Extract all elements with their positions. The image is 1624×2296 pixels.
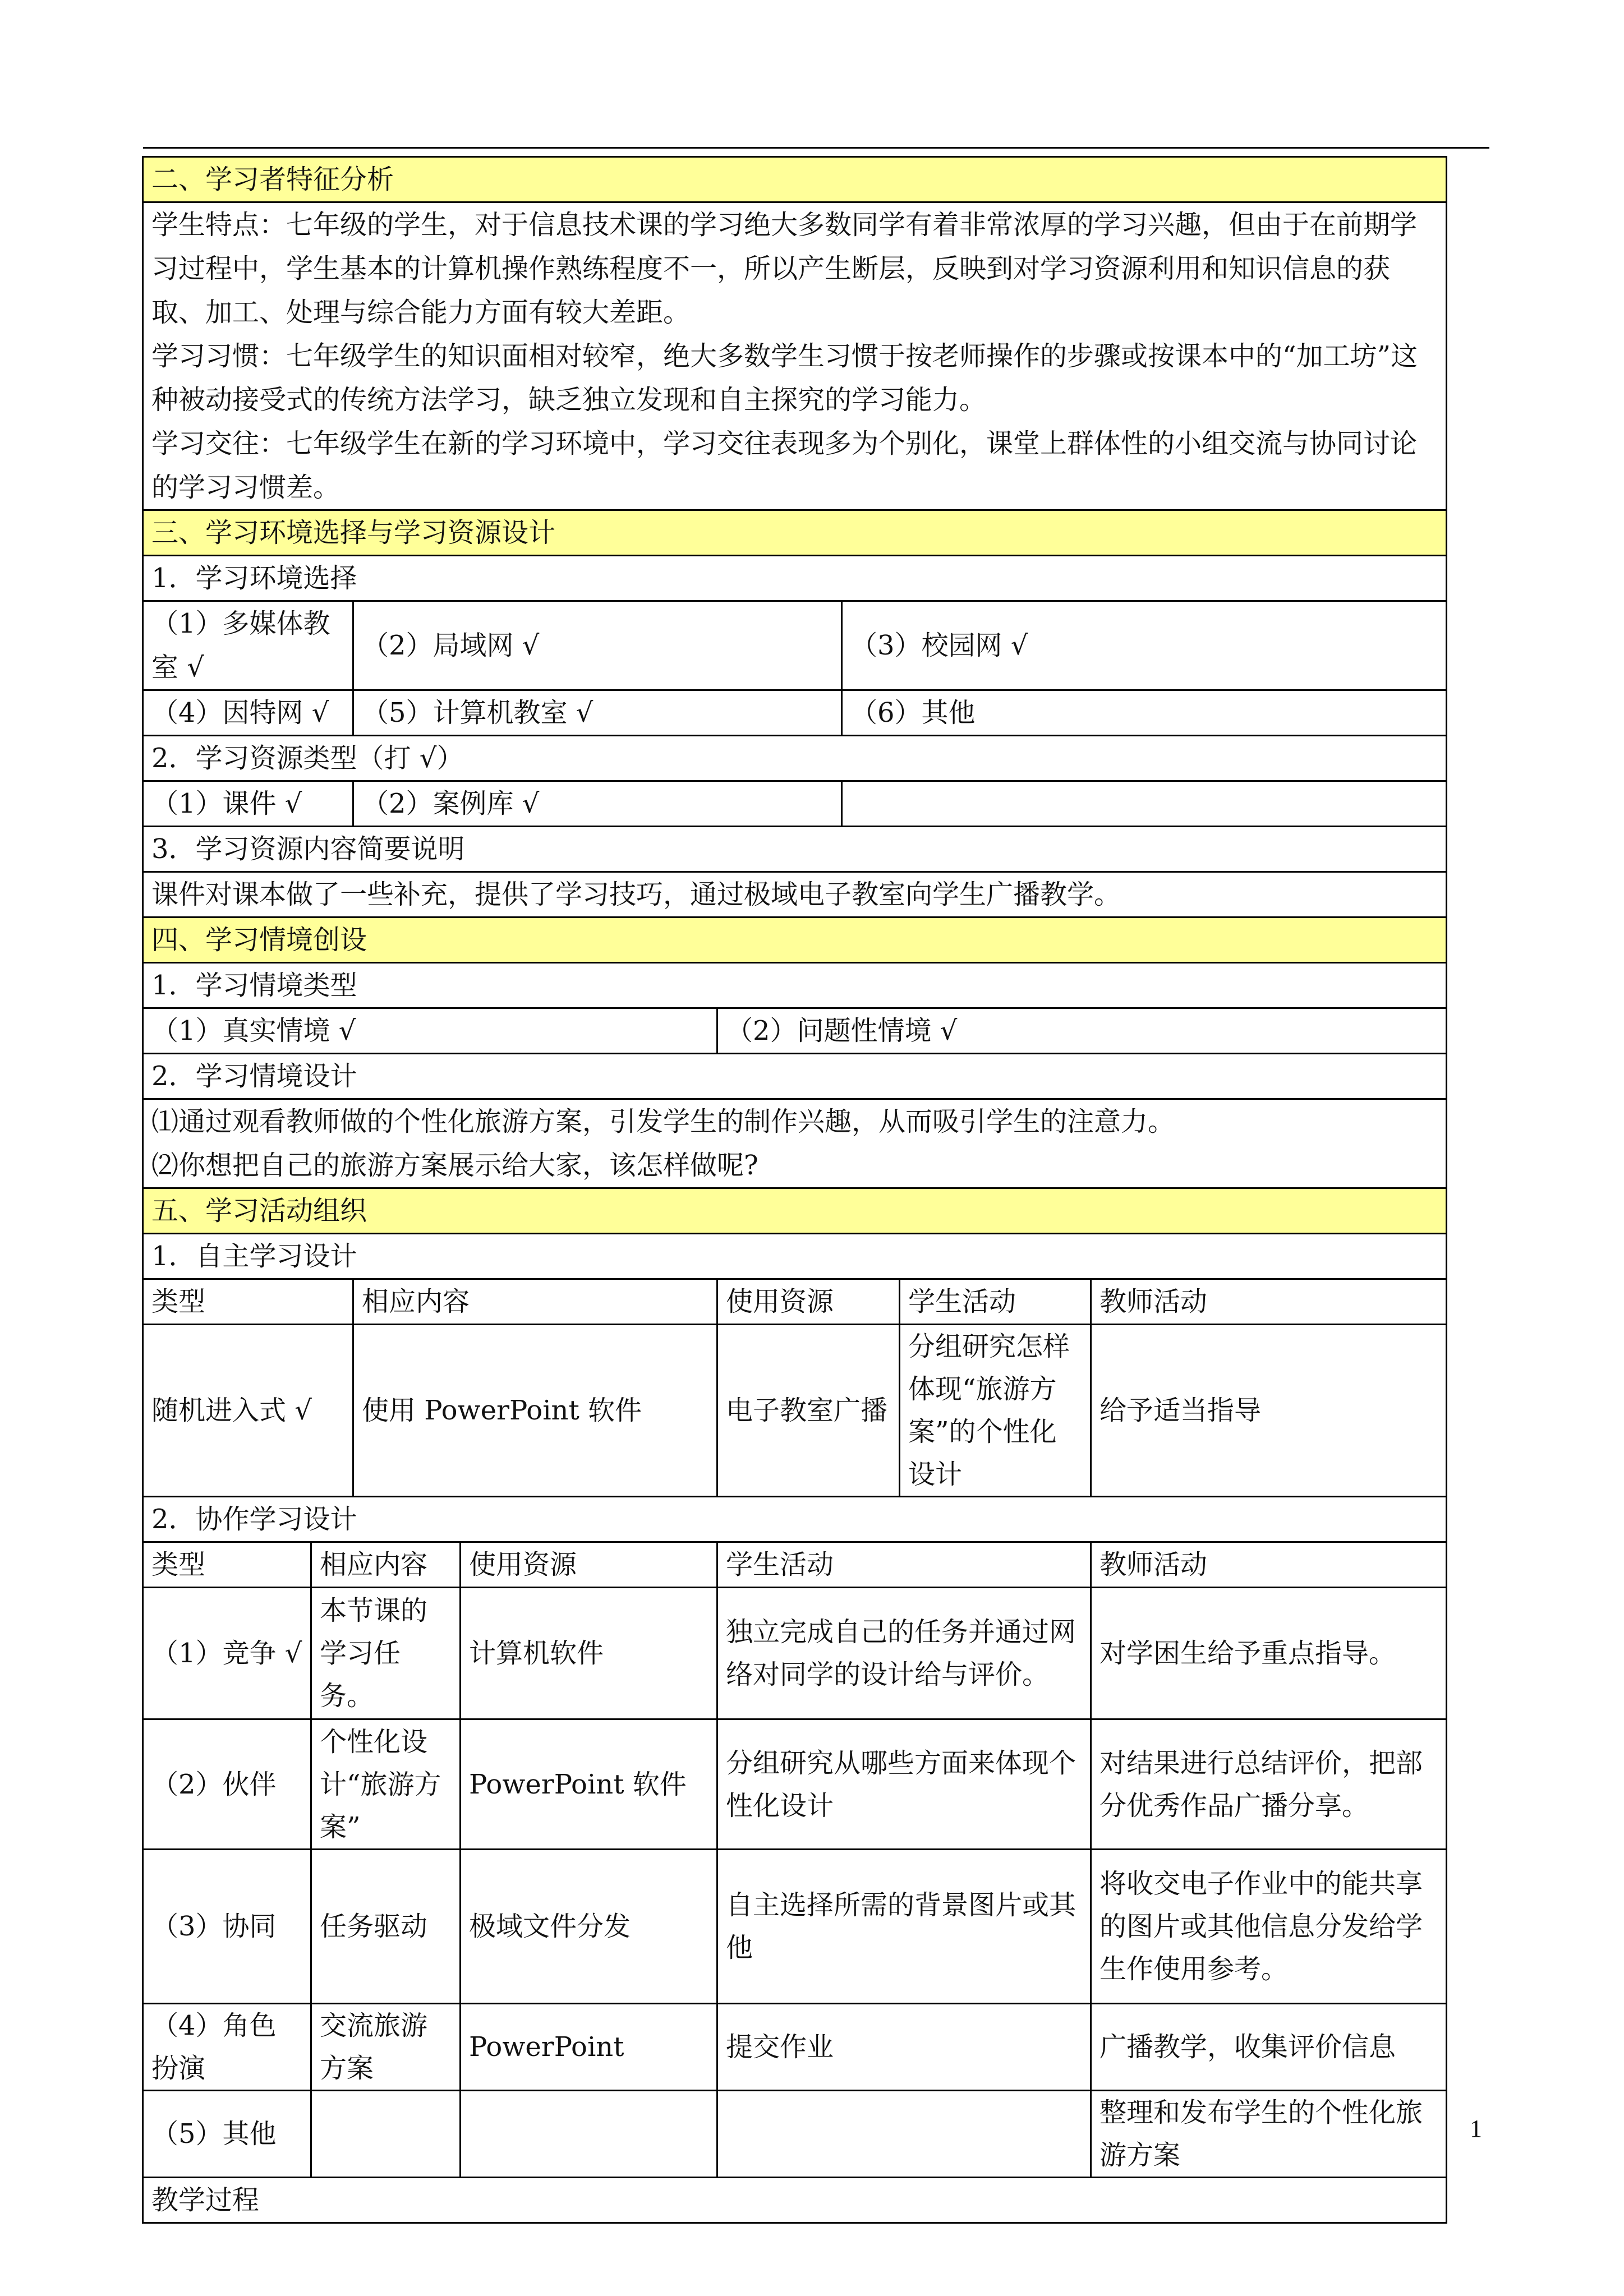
- coop-row-5-resource: [461, 2091, 717, 2178]
- coop-header-teacher: 教师活动: [1091, 1542, 1447, 1588]
- coop-row-4-teacher: 广播教学，收集评价信息: [1091, 2004, 1447, 2091]
- resource-desc-title: 3．学习资源内容简要说明: [143, 827, 1447, 872]
- coop-row-3-type: （3）协同: [143, 1850, 311, 2004]
- coop-row-5-type: （5）其他: [143, 2091, 311, 2178]
- self-header-teacher: 教师活动: [1091, 1279, 1447, 1325]
- coop-header-resource: 使用资源: [461, 1542, 717, 1588]
- coop-row-3-teacher: 将收交电子作业中的能共享的图片或其他信息分发给学生作使用参考。: [1091, 1850, 1447, 2004]
- coop-row-3-content: 任务驱动: [311, 1850, 461, 2004]
- environment-choice-title: 1．学习环境选择: [143, 556, 1447, 601]
- coop-header-type: 类型: [143, 1542, 311, 1588]
- situation-type-1: （1）真实情境 √: [143, 1008, 717, 1054]
- situation-design-line-2: ⑵你想把自己的旅游方案展示给大家，该怎样做呢?: [151, 1150, 758, 1181]
- resource-desc-text: 课件对课本做了一些补充，提供了学习技巧，通过极域电子教室向学生广播教学。: [143, 872, 1447, 918]
- section-environment-title: 三、学习环境选择与学习资源设计: [143, 510, 1447, 556]
- situation-design-line-1: ⑴通过观看教师做的个性化旅游方案，引发学生的制作兴趣，从而吸引学生的注意力。: [151, 1106, 1175, 1137]
- resource-option-2: （2）案例库 √: [353, 781, 842, 827]
- coop-row-4-student: 提交作业: [717, 2004, 1091, 2091]
- self-header-student: 学生活动: [900, 1279, 1091, 1325]
- self-study-title: 1．自主学习设计: [143, 1234, 1447, 1279]
- learner-traits-text: 学生特点：七年级的学生，对于信息技术课的学习绝大多数同学有着非常浓厚的学习兴趣，但由于在前期学习过程中，学生基本的计算机操作熟练程度不一，所以产生断层，反映到对学习资源利用和知识信息的获取、加工、处理与综合能力方面有较大差距。: [151, 209, 1418, 328]
- coop-row-3-resource: 极域文件分发: [461, 1850, 717, 2004]
- coop-row-1-student: 独立完成自己的任务并通过网络对同学的设计给与评价。: [717, 1588, 1091, 1719]
- resource-option-1: （1）课件 √: [143, 781, 353, 827]
- env-option-1: （1）多媒体教室 √: [143, 601, 353, 690]
- coop-row-2-resource: PowerPoint 软件: [461, 1719, 717, 1850]
- coop-row-5-content: [311, 2091, 461, 2178]
- resource-type-title: 2．学习资源类型（打 √）: [143, 736, 1447, 781]
- learner-interaction-text: 学习交往：七年级学生在新的学习环境中，学习交往表现多为个别化，课堂上群体性的小组交流与协同讨论的学习习惯差。: [151, 428, 1418, 503]
- coop-row-5-teacher: 整理和发布学生的个性化旅游方案: [1091, 2091, 1447, 2178]
- coop-row-1-resource: 计算机软件: [461, 1588, 717, 1719]
- env-option-3: （3）校园网 √: [842, 601, 1447, 690]
- coop-row-2-student: 分组研究从哪些方面来体现个性化设计: [717, 1719, 1091, 1850]
- env-option-4: （4）因特网 √: [143, 690, 353, 736]
- situation-design-title: 2．学习情境设计: [143, 1054, 1447, 1099]
- coop-row-2-teacher: 对结果进行总结评价，把部分优秀作品广播分享。: [1091, 1719, 1447, 1850]
- self-row-teacher: 给予适当指导: [1091, 1325, 1447, 1497]
- env-option-5: （5）计算机教室 √: [353, 690, 842, 736]
- env-option-2: （2）局域网 √: [353, 601, 842, 690]
- situation-type-2: （2）问题性情境 √: [717, 1008, 1447, 1054]
- self-row-student: 分组研究怎样体现“旅游方案”的个性化设计: [900, 1325, 1091, 1497]
- learner-analysis-text: [143, 202, 1447, 510]
- self-row-content: 使用 PowerPoint 软件: [353, 1325, 717, 1497]
- self-header-type: 类型: [143, 1279, 353, 1325]
- teaching-process-title: 教学过程: [143, 2178, 1447, 2223]
- section-situation-title: 四、学习情境创设: [143, 918, 1447, 963]
- coop-header-student: 学生活动: [717, 1542, 1091, 1588]
- coop-header-content: 相应内容: [311, 1542, 461, 1588]
- situation-design-text: [143, 1099, 1447, 1188]
- coop-row-5-student: [717, 2091, 1091, 2178]
- coop-row-4-type: （4）角色扮演: [143, 2004, 311, 2091]
- self-row-type: 随机进入式 √: [143, 1325, 353, 1497]
- situation-type-title: 1．学习情境类型: [143, 963, 1447, 1008]
- coop-row-1-teacher: 对学困生给予重点指导。: [1091, 1588, 1447, 1719]
- page-number: 1: [1470, 2115, 1482, 2142]
- resource-option-3: [842, 781, 1447, 827]
- coop-row-1-content: 本节课的学习任务。: [311, 1588, 461, 1719]
- coop-row-2-type: （2）伙伴: [143, 1719, 311, 1850]
- coop-row-2-content: 个性化设计“旅游方案”: [311, 1719, 461, 1850]
- section-activity-title: 五、学习活动组织: [143, 1188, 1447, 1234]
- coop-study-title: 2．协作学习设计: [143, 1497, 1447, 1542]
- section-learner-title: 二、学习者特征分析: [143, 157, 1447, 202]
- coop-row-1-type: （1）竞争 √: [143, 1588, 311, 1719]
- coop-row-4-content: 交流旅游方案: [311, 2004, 461, 2091]
- env-option-6: （6）其他: [842, 690, 1447, 736]
- coop-row-4-resource: PowerPoint: [461, 2004, 717, 2091]
- self-header-content: 相应内容: [353, 1279, 717, 1325]
- self-header-resource: 使用资源: [717, 1279, 900, 1325]
- learner-habits-text: 学习习惯：七年级学生的知识面相对较窄，绝大多数学生习惯于按老师操作的步骤或按课本中的“加工坊”这种被动接受式的传统方法学习，缺乏独立发现和自主探究的学习能力。: [151, 340, 1418, 416]
- lesson-plan-table: [142, 156, 1447, 2224]
- header-rule: [143, 147, 1489, 149]
- self-row-resource: 电子教室广播: [717, 1325, 900, 1497]
- coop-row-3-student: 自主选择所需的背景图片或其他: [717, 1850, 1091, 2004]
